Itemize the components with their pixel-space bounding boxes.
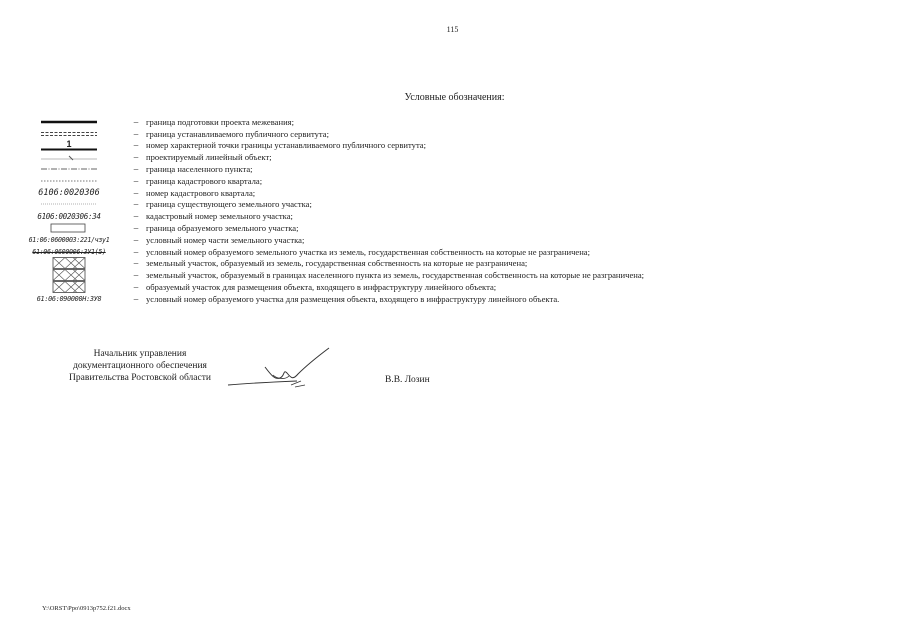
formed-number: 61:06:0600006:ЗУ1(5) xyxy=(32,247,106,256)
legend-item xyxy=(30,269,890,281)
legend-text: граница образуемого земельного участка; xyxy=(146,223,299,234)
legend-text: земельный участок, образуемый из земель, государственная собственность на которые не разграничена; xyxy=(146,258,528,269)
thick-line-symbol xyxy=(30,116,108,128)
legend-dash: – xyxy=(133,140,139,151)
formed-box-symbol xyxy=(30,222,108,234)
legend-item xyxy=(30,210,890,222)
point-number-symbol xyxy=(30,140,108,152)
legend-text: условный номер образуемого земельного участка из земель, государственная собственность на которые не разграничена; xyxy=(146,246,591,257)
part-number-symbol xyxy=(30,234,108,246)
legend-text: проектируемый линейный объект; xyxy=(146,152,272,163)
legend-item xyxy=(30,258,890,270)
legend-dash: – xyxy=(133,246,139,257)
legend-dash: – xyxy=(133,270,139,281)
legend-text: образуемый участок для размещения объекта, входящего в инфраструктуру линейного объекта; xyxy=(146,282,497,293)
legend-text: граница кадастрового квартала; xyxy=(146,175,263,186)
settlement-line-symbol xyxy=(30,163,108,175)
linear-number-symbol xyxy=(30,293,108,305)
legend-text: условный номер части земельного участка; xyxy=(146,234,305,245)
legend-title: Условные обозначения: xyxy=(404,92,505,103)
servitude-line-symbol xyxy=(30,128,108,140)
quarter-number: 6106:0020306 xyxy=(38,187,100,198)
legend-item xyxy=(30,199,890,211)
legend-item xyxy=(30,163,890,175)
legend-item xyxy=(30,234,890,246)
legend-dash: – xyxy=(133,293,139,304)
legend-dash: – xyxy=(133,175,139,186)
legend-text: номер характерной точки границы устанавливаемого публичного сервитута; xyxy=(146,140,427,151)
position-line-3: Правительства Ростовской области xyxy=(69,373,211,383)
hatch-symbol-2 xyxy=(30,269,108,281)
legend-item xyxy=(30,281,890,293)
point-number: 1 xyxy=(66,138,72,149)
quarter-line-symbol xyxy=(30,175,108,187)
legend-dash: – xyxy=(133,199,139,210)
handwritten-signature xyxy=(225,345,335,393)
legend-text: земельный участок, образуемый в границах населенного пункта из земель, государственная собственность на которые не разграничена; xyxy=(146,270,645,281)
legend-item xyxy=(30,187,890,199)
legend-item xyxy=(30,140,890,152)
legend-text: граница устанавливаемого публичного сервитута; xyxy=(146,128,329,139)
linear-number: 61:06:090000Н:ЗУ8 xyxy=(36,294,102,303)
hatch-symbol-1 xyxy=(30,258,108,270)
legend xyxy=(30,116,890,305)
cadastral-number: 6106:0020306:34 xyxy=(37,211,101,221)
formed-number-symbol xyxy=(30,246,108,258)
legend-dash: – xyxy=(133,128,139,139)
footer-file-path: Y:\ORST\Ppo\0913p752.f21.docx xyxy=(42,605,131,612)
linear-object-symbol xyxy=(30,151,108,163)
legend-dash: – xyxy=(133,116,139,127)
signer-name: В.В. Лозин xyxy=(385,375,430,385)
legend-dash: – xyxy=(133,164,139,175)
part-number: 61:06:0600003:221/чзу1 xyxy=(28,235,110,244)
legend-text: кадастровый номер земельного участка; xyxy=(146,211,293,222)
position-line-1: Начальник управления xyxy=(93,349,187,359)
legend-dash: – xyxy=(133,234,139,245)
legend-dash: – xyxy=(133,187,139,198)
position-line-2: документационного обеспечения xyxy=(73,361,207,371)
legend-text: граница населенного пункта; xyxy=(146,164,253,175)
legend-item xyxy=(30,175,890,187)
legend-text: номер кадастрового квартала; xyxy=(146,187,256,198)
legend-item xyxy=(30,246,890,258)
existing-line-symbol xyxy=(30,199,108,211)
legend-item xyxy=(30,222,890,234)
legend-text: граница существующего земельного участка; xyxy=(146,199,312,210)
legend-item xyxy=(30,151,890,163)
legend-item xyxy=(30,293,890,305)
legend-text: условный номер образуемого участка для размещения объекта, входящего в инфраструктуру линейного объекта. xyxy=(146,293,560,304)
quarter-number-symbol xyxy=(30,187,108,199)
legend-text: граница подготовки проекта межевания; xyxy=(146,116,295,127)
signatory-position xyxy=(40,348,240,384)
legend-dash: – xyxy=(133,258,139,269)
legend-dash: – xyxy=(133,223,139,234)
legend-dash: – xyxy=(133,152,139,163)
legend-dash: – xyxy=(133,211,139,222)
legend-item xyxy=(30,128,890,140)
cadastral-number-symbol xyxy=(30,210,108,222)
legend-dash: – xyxy=(133,282,139,293)
legend-item xyxy=(30,116,890,128)
page-number: 115 xyxy=(446,25,459,34)
hatch-symbol-3 xyxy=(30,281,108,293)
